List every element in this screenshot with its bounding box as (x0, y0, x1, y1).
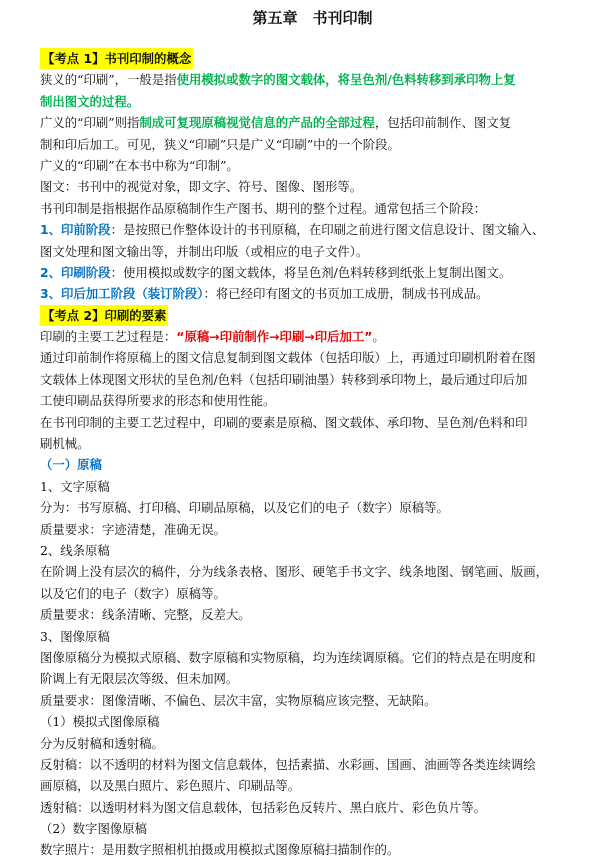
section-2-heading-line (40, 305, 585, 326)
graphic-definition-line: 图文：书刊中的视觉对象，即文字、符号、图像、图形等。 (40, 179, 363, 195)
reflective-original-line-1: 反射稿：以不透明的材料为图文信息载体，包括素描、水彩画、国画、油画等各类连续调绘 (40, 756, 536, 772)
reflective-original-line-2: 画原稿，以及黑白照片、彩色照片、印刷品等。 (40, 778, 301, 794)
process-flow-suffix: 。 (372, 329, 385, 345)
process-flow-prefix: 印刷的主要工艺过程是： (40, 329, 177, 345)
text-original-title: 1、文字原稿 (40, 478, 110, 494)
broad-definition-prefix: 广义的“印刷”则指 (40, 115, 140, 131)
section-1-heading: 【考点 1】书刊印制的概念 (40, 48, 193, 69)
chapter-title: 第五章 书刊印制 (252, 9, 373, 27)
broad-definition-suffix: ，包括印前制作、图文复 (374, 115, 512, 131)
analog-image-title: （1）模拟式图像原稿 (40, 714, 160, 730)
digital-photo-line: 数字照片：是用数字照相机拍摄或用模拟式图像原稿扫描制作的。 (40, 842, 400, 858)
stage-2-text: ：使用模拟或数字的图文载体，将呈色剂/色料转移到纸张上复制出图文。 (110, 264, 512, 280)
stage-3-label: 3、印后加工阶段（装订阶段） (40, 286, 204, 302)
image-original-quality: 质量要求：图像清晰、不偏色、层次丰富，实物原稿应该完整、无缺陷。 (40, 692, 437, 708)
image-original-title: 3、图像原稿 (40, 628, 110, 644)
stage-2-line (40, 262, 585, 283)
narrow-definition-highlight: 使用模拟或数字的图文载体，将呈色剂/色料转移到承印物上复 (176, 72, 516, 88)
document-page (40, 8, 585, 861)
broad-definition-line-1 (40, 112, 585, 133)
process-definition-line: 书刊印制是指根据作品原稿制作生产图书、期刊的整个过程。通常包括三个阶段： (40, 200, 487, 216)
paragraph-1-line-3: 工使印刷品获得所要求的形态和使用性能。 (40, 393, 276, 409)
line-original-title: 2、线条原稿 (40, 542, 110, 558)
stage-1-line-2: 图文处理和图文输出等，并制出印版（或相应的电子文件）。 (40, 243, 369, 259)
narrow-definition-prefix: 狭义的“印刷”，一般是指 (40, 72, 177, 88)
section-2-heading: 【考点 2】印刷的要素 (40, 305, 168, 326)
digital-image-title: （2）数字图像原稿 (40, 821, 148, 837)
stage-1-line-1 (40, 219, 585, 240)
process-flow-line (40, 326, 585, 347)
text-original-quality: 质量要求：字迹清楚，准确无误。 (40, 521, 226, 537)
transmissive-original-line: 透射稿：以透明材料为图文信息载体，包括彩色反转片、黑白底片、彩色负片等。 (40, 799, 487, 815)
broad-definition-highlight: 制成可复现原稿视觉信息的产品的全部过程 (139, 115, 375, 131)
line-original-desc-1: 在阶调上没有层次的稿件，分为线条表格、图形、硬笔手书文字、线条地图、钢笔画、版画， (40, 564, 549, 580)
stage-3-text: ：将已经印有图文的书页加工成册，制成书刊成品。 (203, 286, 489, 302)
narrow-definition-line-1 (40, 69, 585, 90)
stage-1-label: 1、印前阶段 (40, 222, 111, 238)
narrow-definition-line-2 (40, 91, 585, 112)
stage-2-label: 2、印刷阶段 (40, 264, 111, 280)
subsection-original-heading (40, 454, 585, 475)
section-1-heading-line (40, 48, 585, 69)
stage-1-text: ：是按照已作整体设计的书刊原稿，在印刷之前进行图文信息设计、图文输入、 (110, 222, 545, 238)
book-term-line: 广义的“印刷”在本书中称为“印制”。 (40, 157, 239, 173)
text-original-classes: 分为：书写原稿、打印稿、印刷品原稿，以及它们的电子（数字）原稿等。 (40, 500, 449, 516)
paragraph-1-line-2: 文载体上体现图文形状的呈色剂/色料（包括印刷油墨）转移到承印物上，最后通过印后加 (40, 371, 528, 387)
line-original-quality: 质量要求：线条清晰、完整，反差大。 (40, 607, 251, 623)
image-original-desc-2: 阶调上有无限层次等级、但未加网。 (40, 671, 239, 687)
image-original-desc-1: 图像原稿分为模拟式原稿、数字原稿和实物原稿，均为连续调原稿。它们的特点是在明度和 (40, 649, 536, 665)
paragraph-2-line-2: 刷机械。 (40, 436, 90, 452)
subsection-original-label: （一）原稿 (40, 457, 102, 473)
broad-definition-line-2: 制和印后加工。可见，狭义“印刷”只是广义“印刷”中的一个阶段。 (40, 136, 400, 152)
narrow-definition-highlight-cont: 制出图文的过程。 (40, 93, 140, 109)
line-original-desc-2: 以及它们的电子（数字）原稿等。 (40, 585, 226, 601)
stage-3-line (40, 283, 585, 304)
paragraph-2-line-1: 在书刊印制的主要工艺过程中，印刷的要素是原稿、图文载体、承印物、呈色剂/色料和印 (40, 414, 528, 430)
paragraph-1-line-1: 通过印前制作将原稿上的图文信息复制到图文载体（包括印版）上，再通过印刷机附着在图 (40, 350, 536, 366)
process-flow-highlight: “原稿→印前制作→印刷→印后加工” (176, 329, 373, 345)
analog-image-classes: 分为反射稿和透射稿。 (40, 735, 164, 751)
